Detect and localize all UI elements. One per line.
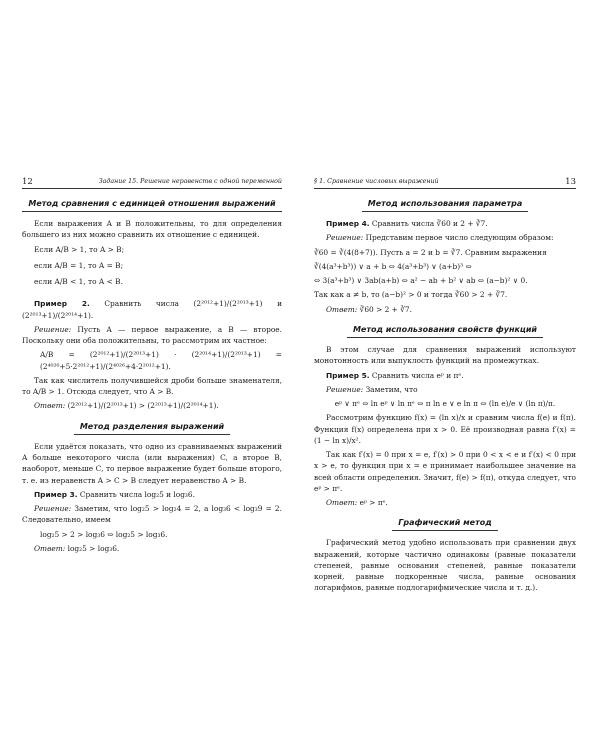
example-5-text: Сравнить числа eᵖ и πᵉ. (371, 370, 464, 380)
solution-5-label: Решение: (326, 384, 364, 394)
solution-4-line-1: ∛60 = ∛(4(8+7)). Пусть a = 2 и b = ∛7. Сравним выражения (314, 247, 547, 257)
example-2-label: Пример 2. (34, 299, 90, 309)
answer-3-text: log₂5 > log₃6. (67, 543, 120, 553)
example-5-label: Пример 5. (326, 370, 370, 380)
solution-3-text: Заметим, что log₂5 > log₂4 = 2, a log₃6 < log₃9 = 2. Следовательно, имеем (22, 504, 282, 525)
example-3-text: Сравнить числа log₂5 и log₃6. (79, 489, 195, 499)
solution-3-formula: log₂5 > 2 > log₃6 ⇔ log₂5 > log₃6. (40, 529, 168, 539)
example-5 (314, 370, 576, 381)
derivative-analysis: Так как f′(x) = 0 при x = e, f′(x) > 0 при 0 < x < e и f′(x) < 0 при x > e, то функция при x = e принимает наибольшее значение на всей области определения. Значит, f(e) > f(π), откуда следует, что eᵖ > πᵉ. (314, 450, 576, 493)
section-heading-parameter: Метод использования параметра (314, 198, 576, 212)
solution-3 (22, 503, 282, 526)
answer-2-label: Ответ: (34, 401, 66, 411)
graphical-intro: Графический метод удобно использовать при сравнении двух выражений, которые частично одинаковы (равные показатели степеней, равные основания степеней, равные показатели корней, равные подкоренные числа, равные основания логарифмов, равные подлогарифмические числа и т. д.). (314, 538, 576, 593)
answer-4 (314, 304, 576, 315)
answer-4-text: ∛60 > 2 + ∛7. (359, 304, 412, 314)
solution-4-line-2: ∛(4(a³+b³)) ∨ a + b ⇔ 4(a³+b³) ∨ (a+b)³ ⇔ (314, 261, 472, 271)
example-2-text: Сравнить числа (2²⁰¹²+1)/(2²⁰¹³+1) и (2²⁰¹³+1)/(2²⁰¹⁴+1). (22, 299, 282, 320)
separation-intro: Если удаётся показать, что одно из сравниваемых выражений A больше некоторого числа (или выражения) C, а второе B, наоборот, меньше C, то первое выражение будет больше второго, т. е. из неравенств A > C > B следует неравенство A > B. (22, 441, 282, 485)
section-heading-separation: Метод разделения выражений (22, 421, 282, 435)
left-page (22, 176, 282, 557)
solution-4-line-3: ⇔ 3(a³+b³) ∨ 3ab(a+b) ⇔ a² − ab + b² ∨ ab ⇔ (a−b)² ∨ 0. (314, 276, 528, 286)
example-4-text: Сравнить числа ∛60 и 2 + ∛7. (371, 219, 488, 229)
ratio-intro: Если выражения A и B положительны, то для определения большего из них можно сравнить их отношение с единицей. (22, 219, 282, 240)
solution-2 (22, 324, 282, 347)
example-2 (22, 298, 282, 321)
section-heading-ratio: Метод сравнения с единицей отношения выражений (22, 198, 282, 212)
right-page-number: 13 (565, 177, 576, 187)
example-4 (314, 218, 576, 229)
left-page-number: 12 (22, 177, 33, 187)
example-3 (22, 489, 282, 500)
function-analysis: Рассмотрим функцию f(x) = (ln x)/x и сравним числа f(e) и f(π). Функция f(x) определена при x > 0. Её производная равна f′(x) = (1 − ln x)/x². (314, 413, 576, 445)
example-3-label: Пример 3. (34, 489, 78, 499)
answer-5 (314, 497, 576, 508)
left-running-title: Задание 15. Решение неравенств с одной переменной (98, 178, 282, 185)
solution-5 (314, 384, 576, 395)
right-page (314, 176, 576, 597)
functions-intro: В этом случае для сравнения выражений используют монотонность или выпуклость функций на промежутках. (314, 345, 576, 366)
solution-5-formula: eᵖ ∨ πᵉ ⇔ ln eᵖ ∨ ln πᵉ ⇔ π ln e ∨ e ln π ⇔ (ln e)/e ∨ (ln π)/π. (334, 399, 556, 409)
left-running-head (22, 176, 282, 189)
right-running-head (314, 176, 576, 189)
section-heading-functions: Метод использования свойств функций (314, 324, 576, 338)
section-heading-graphical: Графический метод (314, 517, 576, 531)
solution-2-conclusion: Так как числитель получившейся дроби больше знаменателя, то A/B > 1. Отсюда следует, что A > B. (22, 375, 282, 397)
solution-4-text: Представим первое число следующим образом: (365, 233, 554, 243)
answer-3-label: Ответ: (34, 543, 66, 553)
ratio-case-greater: Если A/B > 1, то A > B; (34, 244, 125, 254)
ratio-case-less: если A/B < 1, то A < B. (34, 277, 123, 287)
answer-4-label: Ответ: (326, 304, 358, 314)
solution-3-label: Решение: (34, 504, 72, 514)
solution-4-label: Решение: (326, 233, 364, 243)
ratio-case-equal: если A/B = 1, то A = B; (34, 260, 124, 270)
answer-2 (22, 400, 282, 411)
answer-3 (22, 543, 282, 554)
solution-5-text: Заметим, что (365, 384, 418, 394)
answer-5-label: Ответ: (326, 498, 358, 508)
solution-4 (314, 232, 576, 243)
solution-2-text: Пусть A — первое выражение, а B — второе. Поскольку они оба положительны, то рассмотрим их частное: (22, 324, 282, 346)
solution-4-line-4: Так как a ≠ b, то (a−b)² > 0 и тогда ∛60 > 2 + ∛7. (314, 290, 508, 300)
right-running-title: § 1. Сравнение числовых выражений (314, 178, 439, 185)
answer-5-text: eᵖ > πᵉ. (359, 498, 388, 508)
solution-2-label: Решение: (34, 324, 72, 334)
solution-2-formula: A/B = (2²⁰¹²+1)/(2²⁰¹³+1) · (2²⁰¹⁴+1)/(2²⁰¹³+1) = (2⁴⁰²⁶+5·2²⁰¹²+1)/(2⁴⁰²⁶+4·2²⁰¹²+1). (40, 350, 282, 371)
example-4-label: Пример 4. (326, 219, 370, 229)
answer-2-text: (2²⁰¹²+1)/(2²⁰¹³+1) > (2²⁰¹³+1)/(2²⁰¹⁴+1). (67, 401, 219, 411)
